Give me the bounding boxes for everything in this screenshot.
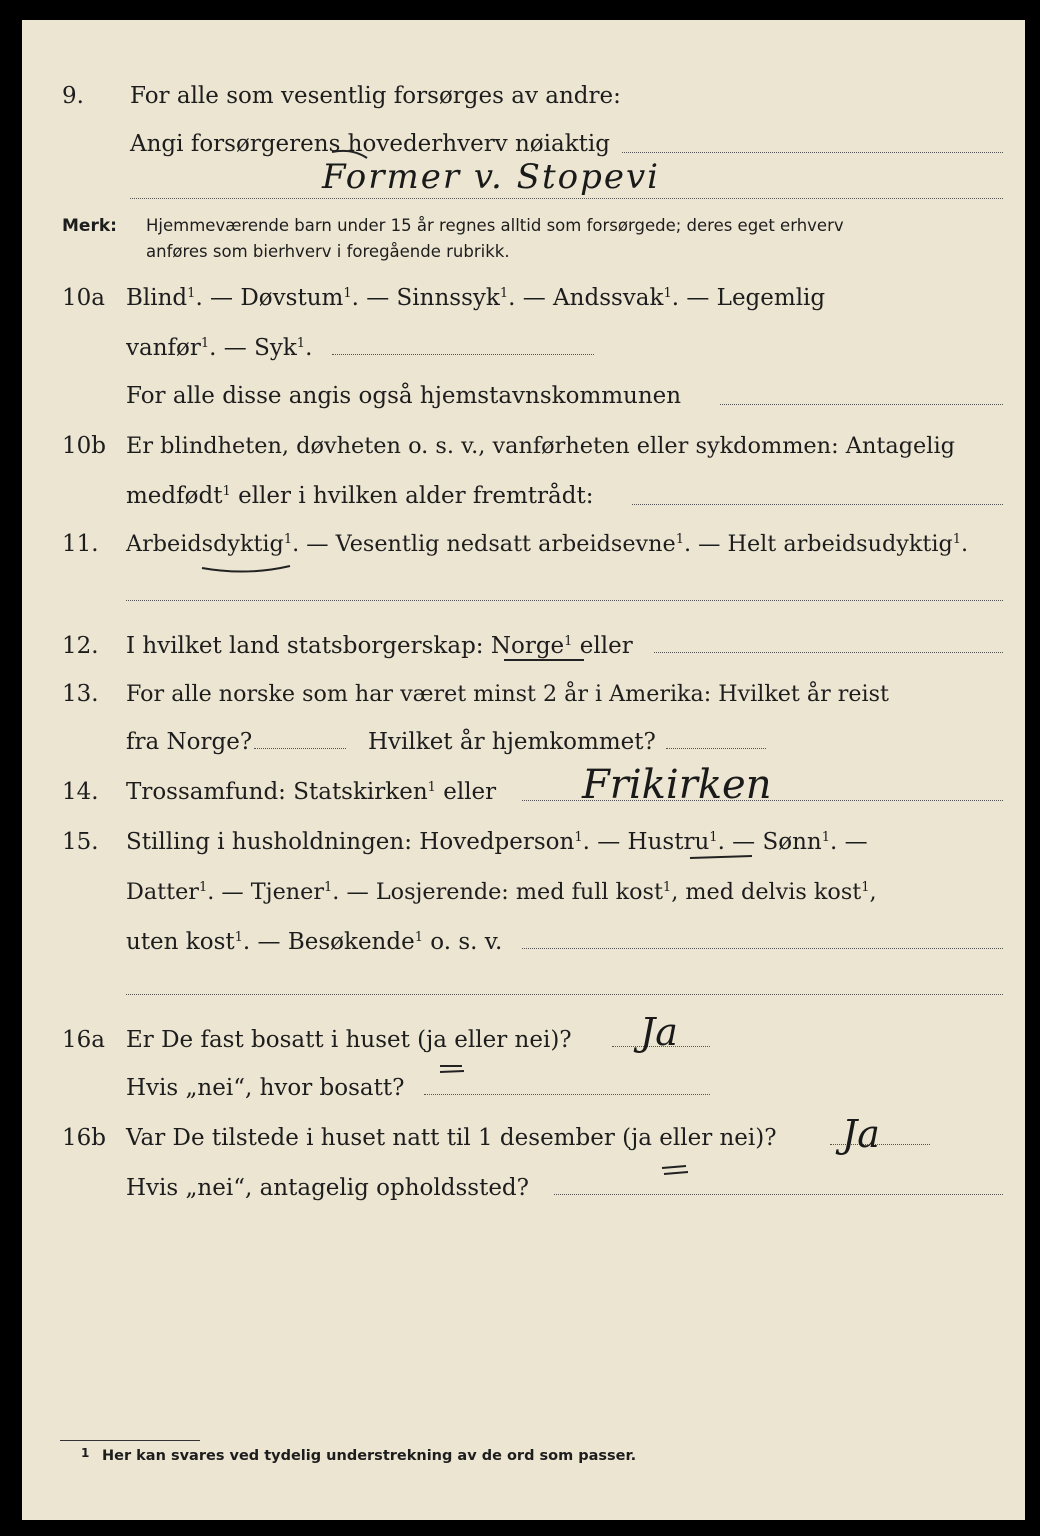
q10a-line2: vanfør$^1$. — Syk$^1$. — [126, 335, 313, 361]
q10a-number: 10a — [62, 285, 105, 311]
q11-number: 11. — [62, 531, 99, 557]
merk-label: Merk: — [62, 216, 117, 236]
q16b-handwritten-answer: Ja — [842, 1112, 880, 1156]
q16a-line2: Hvis „nei“, hvor bosatt? — [126, 1075, 405, 1101]
q13-line2a: fra Norge? — [126, 729, 253, 755]
q16a-number: 16a — [62, 1027, 105, 1053]
q15-line2: Datter$^1$. — Tjener$^1$. — Losjerende: med full kost$^1$, med delvis kost$^1$, — [126, 879, 877, 905]
q10a-dotted-line-2 — [720, 404, 1003, 405]
q14-dotted-line — [522, 800, 1003, 801]
q15-number: 15. — [62, 829, 99, 855]
q13-line1: For alle norske som har været minst 2 år i Amerika: Hvilket år reist — [126, 681, 889, 707]
q13-number: 13. — [62, 681, 99, 707]
q16b-line1: Var De tilstede i huset natt til 1 desember (ja eller nei)? — [126, 1125, 777, 1151]
q11-dotted-line — [126, 600, 1003, 601]
footnote — [81, 1446, 637, 1464]
q10b-dotted-line — [632, 504, 1003, 505]
q10a-line3: For alle disse angis også hjemstavnskommunen — [126, 383, 682, 409]
merk-line1: Hjemmeværende barn under 15 år regnes alltid som forsørgede; deres eget erhverv — [146, 216, 844, 235]
q13-dotted-line-a — [254, 748, 346, 749]
q14-number: 14. — [62, 779, 99, 805]
footnote-text: Her kan svares ved tydelig understrekning av de ord som passer. — [102, 1448, 637, 1464]
q11-line1: Arbeidsdyktig$^1$. — Vesentlig nedsatt arbeidsevne$^1$. — Helt arbeidsudyktig$^1$. — [126, 531, 969, 557]
q9-answer-line — [130, 198, 1003, 199]
q13-dotted-line-b — [666, 748, 766, 749]
q12-number: 12. — [62, 633, 99, 659]
q16a-line1: Er De fast bosatt i huset (ja eller nei)? — [126, 1027, 572, 1053]
q15-line3: uten kost$^1$. — Besøkende$^1$ o. s. v. — [126, 929, 503, 955]
q10b-number: 10b — [62, 433, 106, 459]
q10a-line1: Blind$^1$. — Døvstum$^1$. — Sinnssyk$^1$. — Andssvak$^1$. — Legemlig — [126, 285, 826, 311]
footnote-rule — [60, 1440, 200, 1441]
q15-line1: Stilling i husholdningen: Hovedperson$^1$. — Hustru$^1$. — Sønn$^1$. — — [126, 829, 868, 855]
q14-handwritten-answer: Frikirken — [582, 762, 772, 808]
merk-line2: anføres som bierhverv i foregående rubrikk. — [146, 242, 510, 261]
q9-line2: Angi forsørgerens hovederhverv nøiaktig — [130, 131, 610, 157]
q10b-line1: Er blindheten, døvheten o. s. v., vanførheten eller sykdommen: Antagelig — [126, 433, 955, 459]
q9-number: 9. — [62, 83, 84, 109]
q9-handwritten-answer: Former v. Stopevi — [322, 157, 661, 197]
q9-dotted-line — [622, 152, 1003, 153]
q14-line1: Trossamfund: Statskirken$^1$ eller — [126, 779, 497, 805]
q9-line1: For alle som vesentlig forsørges av andre: — [130, 83, 621, 109]
q15-dotted-line — [522, 948, 1003, 949]
census-form-page — [22, 20, 1025, 1520]
q12-dotted-line — [654, 652, 1003, 653]
q13-line2b: Hvilket år hjemkommet? — [368, 729, 656, 755]
q10b-line2: medfødt$^1$ eller i hvilken alder fremtrådt: — [126, 483, 594, 509]
q16a-handwritten-answer: Ja — [640, 1010, 678, 1054]
q16b-number: 16b — [62, 1125, 106, 1151]
q15-dotted-line-2 — [126, 994, 1003, 995]
footnote-mark: 1 — [81, 1446, 90, 1460]
q16a-dotted-line-2 — [424, 1094, 710, 1095]
q16b-dotted-line-2 — [554, 1194, 1003, 1195]
q10a-dotted-line — [332, 354, 594, 355]
q16b-line2: Hvis „nei“, antagelig opholdssted? — [126, 1175, 529, 1201]
q12-line1: I hvilket land statsborgerskap: Norge$^1$ eller — [126, 633, 633, 659]
